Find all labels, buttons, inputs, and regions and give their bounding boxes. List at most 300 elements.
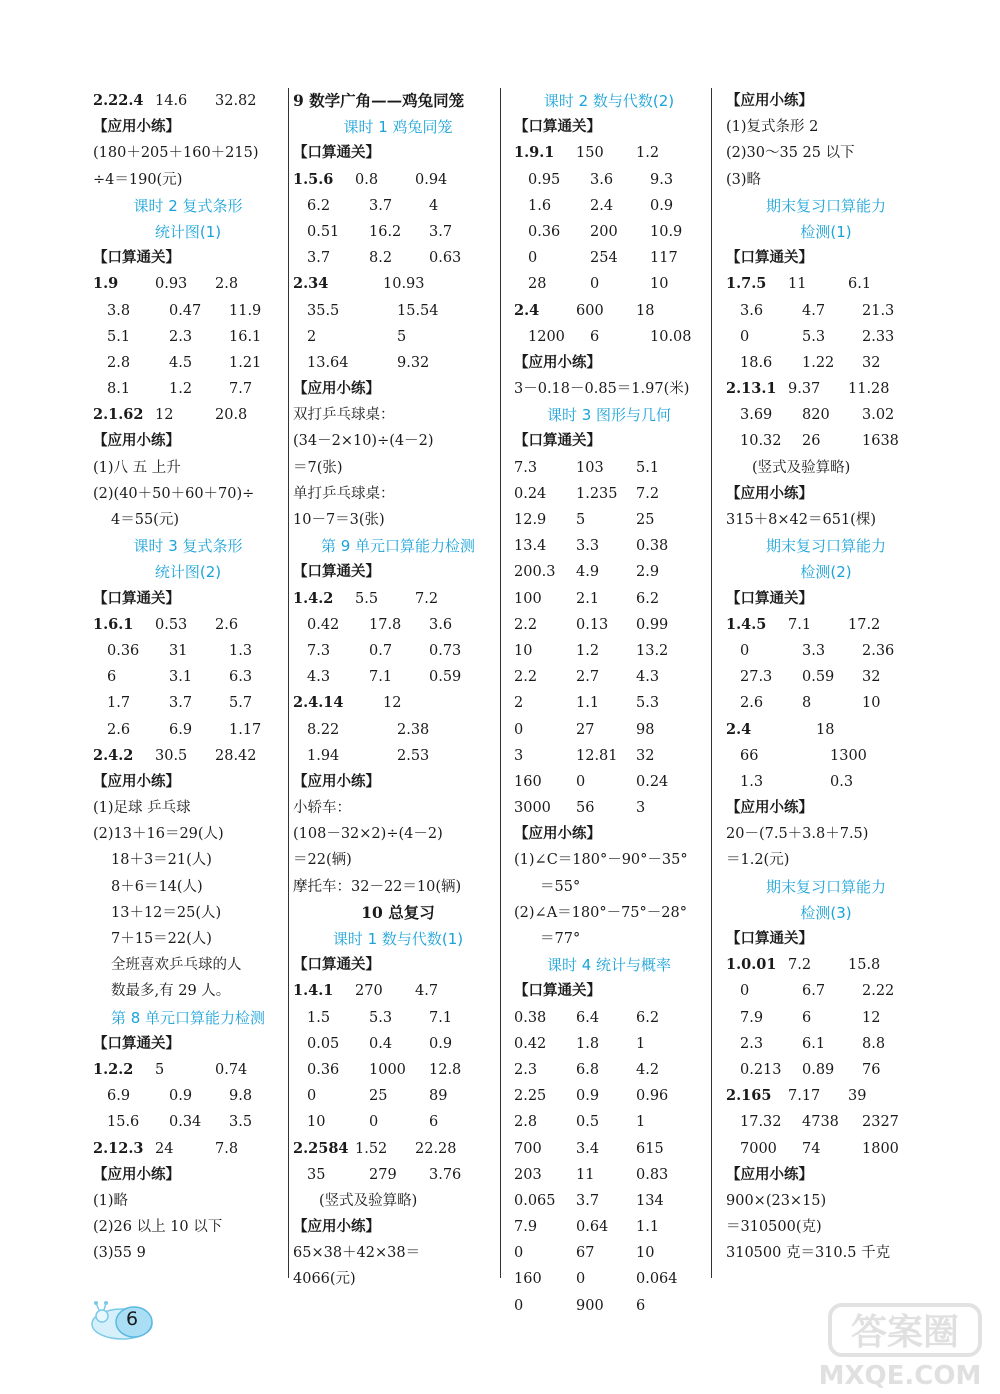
answer-value: 1.3 xyxy=(229,642,253,659)
answer-row xyxy=(514,1293,704,1319)
answer-row xyxy=(293,743,503,769)
answer-row xyxy=(293,271,503,297)
answer-value: 2.4 xyxy=(590,197,614,214)
answer-value: 12.8 xyxy=(429,1061,462,1078)
answer-value: 0.36 xyxy=(107,642,140,659)
answer-value: 6 xyxy=(636,1297,646,1314)
answer-row xyxy=(93,402,283,428)
answer-value: 2.25 xyxy=(514,1088,547,1105)
answer-row xyxy=(726,298,926,324)
subsection-label: 【口算通关】 xyxy=(726,249,813,267)
column-divider xyxy=(500,88,501,1278)
answer-value: 8.1 xyxy=(107,381,131,398)
answer-value: 18.6 xyxy=(740,354,773,371)
answer-value: 1 xyxy=(636,1035,646,1052)
answer-value: 3.7 xyxy=(169,695,193,712)
answer-value: 3.1 xyxy=(169,669,193,686)
answer-row xyxy=(726,1136,926,1162)
answer-value: 8.2 xyxy=(369,250,393,267)
answer-value: 5.3 xyxy=(369,1009,393,1026)
answer-row xyxy=(293,1162,503,1188)
answer-row xyxy=(514,795,704,821)
answer-value: 254 xyxy=(590,250,618,267)
page-number: 6 xyxy=(126,1308,139,1330)
answer-row xyxy=(514,1109,704,1135)
answer-value: 615 xyxy=(636,1140,664,1157)
answer-value: 6.1 xyxy=(848,276,872,293)
answer-row xyxy=(293,664,503,690)
answer-row xyxy=(93,690,283,716)
answer-value: 10 xyxy=(650,276,669,293)
answer-value: 12.81 xyxy=(576,747,618,764)
answer-value: 0 xyxy=(514,721,524,738)
section-heading: 课时 1 鸡兔同笼 xyxy=(343,118,453,137)
answer-value: 0.99 xyxy=(636,616,669,633)
answer-value: 0.7 xyxy=(369,642,393,659)
answer-row xyxy=(514,612,704,638)
answer-value: 0 xyxy=(307,1088,317,1105)
answer-value: 11.9 xyxy=(229,302,262,319)
answer-value: 900 xyxy=(576,1297,604,1314)
answer-value: 2.8 xyxy=(107,354,131,371)
answer-row xyxy=(514,1214,704,1240)
answer-value: 5 xyxy=(155,1061,165,1078)
answer-text: ÷4＝190(元) xyxy=(93,171,183,188)
answer-value: 1.1 xyxy=(576,695,600,712)
answer-value: 16.2 xyxy=(369,223,402,240)
answer-text: ＝310500(克) xyxy=(726,1219,822,1236)
answer-value: 1.94 xyxy=(307,747,340,764)
answer-text: 数最多,有 29 人。 xyxy=(111,983,231,1000)
answer-text: (竖式及验算略) xyxy=(319,1192,418,1209)
answer-value: 7.9 xyxy=(740,1009,764,1026)
answer-value: 9.32 xyxy=(397,354,430,371)
answer-row xyxy=(93,638,283,664)
answer-row xyxy=(514,690,704,716)
subsection-label: 【应用小练】 xyxy=(93,772,180,790)
unit-title: 10 总复习 xyxy=(361,902,435,922)
answer-value: 2.7 xyxy=(576,669,600,686)
answer-value: 0.64 xyxy=(576,1219,609,1236)
answer-text: 全班喜欢乒乓球的人 xyxy=(111,957,242,974)
answer-row xyxy=(514,481,704,507)
answer-value: 0.63 xyxy=(429,250,462,267)
answer-text: 4066(元) xyxy=(293,1271,356,1288)
answer-value: 6.2 xyxy=(636,1009,660,1026)
answer-value: 7.7 xyxy=(229,381,253,398)
answer-value: 25 xyxy=(369,1088,388,1105)
answer-value: 0.9 xyxy=(650,197,674,214)
subsection-label: 【口算通关】 xyxy=(93,589,180,607)
answer-value: 0.5 xyxy=(576,1114,600,1131)
answer-value: 0.83 xyxy=(636,1166,669,1183)
answer-value: 7000 xyxy=(740,1140,777,1157)
answer-row xyxy=(93,664,283,690)
answer-value: 35 xyxy=(307,1166,326,1183)
answer-row xyxy=(293,298,503,324)
answer-value: 11 xyxy=(788,276,807,293)
answer-value: 0.93 xyxy=(155,276,188,293)
answer-text: (180＋205＋160＋215) xyxy=(93,145,259,162)
answer-value: 0 xyxy=(740,983,750,1000)
answer-row xyxy=(726,978,926,1004)
answer-row xyxy=(726,1031,926,1057)
answer-row xyxy=(293,167,503,193)
answer-value: 5.5 xyxy=(355,590,379,607)
answer-value: 10 xyxy=(636,1245,655,1262)
answer-row xyxy=(293,245,503,271)
answer-value: 0.34 xyxy=(169,1114,202,1131)
answer-row xyxy=(514,245,704,271)
answer-value: 18 xyxy=(636,302,655,319)
answer-value: 1.0.01 xyxy=(726,956,777,974)
subsection-label: 【应用小练】 xyxy=(93,1165,180,1183)
answer-row xyxy=(514,507,704,533)
answer-value: 8.8 xyxy=(862,1035,886,1052)
answer-value: 0.05 xyxy=(307,1035,340,1052)
answer-value: 7.1 xyxy=(369,669,393,686)
answer-value: 5 xyxy=(397,328,407,345)
answer-text: 3－0.18－0.85＝1.97(米) xyxy=(514,381,690,398)
answer-value: 4.7 xyxy=(802,302,826,319)
answer-value: 0.89 xyxy=(802,1061,835,1078)
answer-value: 2.34 xyxy=(293,275,329,293)
answer-value: 4.5 xyxy=(169,354,193,371)
answer-value: 3.7 xyxy=(307,250,331,267)
answer-row xyxy=(514,559,704,585)
answer-row xyxy=(514,1266,704,1292)
subsection-label: 【口算通关】 xyxy=(726,930,813,947)
subsection-label: 【口算通关】 xyxy=(293,956,380,974)
answer-row xyxy=(93,324,283,350)
answer-value: 203 xyxy=(514,1166,542,1183)
answer-row xyxy=(293,717,503,743)
subsection-label: 【口算通关】 xyxy=(93,1034,180,1052)
answer-value: 0.94 xyxy=(415,171,448,188)
answer-value: 1.7 xyxy=(107,695,131,712)
answer-value: 0.53 xyxy=(155,616,188,633)
answer-value: 0.59 xyxy=(802,669,835,686)
answer-value: 1.1 xyxy=(636,1219,660,1236)
answer-value: 1.52 xyxy=(355,1140,388,1157)
answer-value: 0.38 xyxy=(636,538,669,555)
answer-value: 3.6 xyxy=(429,616,453,633)
answer-value: 7.8 xyxy=(215,1140,239,1157)
answer-value: 13.2 xyxy=(636,642,669,659)
answer-column-1 xyxy=(93,88,283,1266)
answer-value: 5.7 xyxy=(229,695,253,712)
answer-value: 3.3 xyxy=(576,538,600,555)
answer-row xyxy=(93,1057,283,1083)
answer-value: 1.6.1 xyxy=(93,615,134,633)
answer-row xyxy=(293,1109,503,1135)
answer-value: 0.4 xyxy=(369,1035,393,1052)
answer-text: 315＋8×42＝651(棵) xyxy=(726,512,876,528)
answer-value: 4.9 xyxy=(576,564,600,581)
answer-value: 3.76 xyxy=(429,1166,462,1183)
answer-value: 0.9 xyxy=(169,1088,193,1105)
answer-value: 20.8 xyxy=(215,407,248,424)
answer-text: (2)13＋16＝29(人) xyxy=(93,826,224,843)
answer-value: 3.69 xyxy=(740,407,773,424)
answer-row xyxy=(293,690,503,716)
answer-value: 0.51 xyxy=(307,223,340,240)
answer-value: 3.3 xyxy=(802,642,826,659)
answer-value: 6.7 xyxy=(802,983,826,1000)
answer-text: (2)30～35 25 以下 xyxy=(726,145,855,162)
answer-row xyxy=(726,1005,926,1031)
answer-row xyxy=(93,743,283,769)
answer-row xyxy=(514,140,704,166)
answer-text: (1)复式条形 2 xyxy=(726,119,819,136)
answer-column-2 xyxy=(293,88,503,1293)
answer-value: 9.8 xyxy=(229,1088,253,1105)
answer-row xyxy=(93,717,283,743)
answer-value: 10.08 xyxy=(650,328,692,345)
answer-value: 3 xyxy=(514,747,524,764)
answer-value: 5.1 xyxy=(636,459,660,476)
subsection-label: 【口算通关】 xyxy=(514,982,601,1000)
answer-row xyxy=(293,978,503,1004)
answer-row xyxy=(726,743,926,769)
answer-text: ＝7(张) xyxy=(293,459,343,476)
answer-text: (竖式及验算略) xyxy=(752,459,851,476)
answer-value: 2.53 xyxy=(397,747,430,764)
answer-row xyxy=(293,612,503,638)
answer-value: 6.9 xyxy=(169,721,193,738)
answer-text: 小轿车： xyxy=(293,800,351,817)
answer-value: 2.12.3 xyxy=(93,1139,144,1157)
answer-value: 16.1 xyxy=(229,328,262,345)
answer-value: 10.32 xyxy=(740,433,782,450)
answer-value: 0 xyxy=(576,773,586,790)
answer-value: 3.7 xyxy=(429,223,453,240)
answer-text: 900×(23×15) xyxy=(726,1192,827,1209)
answer-text: 310500 克＝310.5 千克 xyxy=(726,1245,891,1262)
answer-value: 0.064 xyxy=(636,1271,678,1288)
answer-text: (3)略 xyxy=(726,171,762,188)
subsection-label: 【口算通关】 xyxy=(726,589,813,607)
watermark-bottom: MXQE.COM xyxy=(818,1361,982,1390)
answer-row xyxy=(93,88,283,114)
answer-value: 2.2584 xyxy=(293,1139,349,1157)
answer-value: 32 xyxy=(862,354,881,371)
subsection-label: 【应用小练】 xyxy=(93,118,180,136)
subsection-label: 【口算通关】 xyxy=(93,249,180,267)
answer-value: 0 xyxy=(369,1114,379,1131)
answer-row xyxy=(293,1083,503,1109)
answer-value: 1.22 xyxy=(802,354,835,371)
answer-text: ＝22(辆) xyxy=(293,852,352,869)
subsection-label: 【应用小练】 xyxy=(93,432,180,450)
answer-value: 1.2 xyxy=(169,381,193,398)
section-heading: 课时 2 复式条形 xyxy=(133,196,243,215)
answer-value: 25 xyxy=(636,512,655,528)
answer-value: 2.6 xyxy=(107,721,131,738)
answer-value: 31 xyxy=(169,642,188,659)
answer-value: 4 xyxy=(429,197,439,214)
answer-value: 32.82 xyxy=(215,93,257,109)
answer-value: 200.3 xyxy=(514,564,556,581)
watermark-graphic xyxy=(800,1300,990,1390)
answer-value: 0.74 xyxy=(215,1061,248,1078)
answer-row xyxy=(726,952,926,978)
answer-value: 6.9 xyxy=(107,1088,131,1105)
section-heading: 第 8 单元口算能力检测 xyxy=(110,1008,266,1027)
answer-text: 8＋6＝14(人) xyxy=(111,878,203,895)
answer-value: 30.5 xyxy=(155,747,188,764)
answer-value: 1.4.5 xyxy=(726,615,767,633)
answer-row xyxy=(726,350,926,376)
answer-value: 2.36 xyxy=(862,642,895,659)
answer-value: 1.8 xyxy=(576,1035,600,1052)
answer-value: 1.7.5 xyxy=(726,275,767,293)
answer-row xyxy=(93,298,283,324)
answer-value: 2.4 xyxy=(726,720,752,738)
answer-value: 7.2 xyxy=(415,590,439,607)
answer-value: 270 xyxy=(355,983,383,1000)
answer-value: 820 xyxy=(802,407,830,424)
answer-value: 24 xyxy=(155,1140,174,1157)
answer-value: 2.33 xyxy=(862,328,895,345)
answer-value: 2.3 xyxy=(514,1061,538,1078)
answer-value: 3000 xyxy=(514,800,551,817)
answer-text: 18＋3＝21(人) xyxy=(111,852,212,869)
answer-value: 10 xyxy=(307,1114,326,1131)
answer-value: 2.4.2 xyxy=(93,746,134,764)
answer-row xyxy=(514,743,704,769)
answer-value: 3 xyxy=(636,800,646,817)
answer-row xyxy=(726,717,926,743)
answer-value: 160 xyxy=(514,773,542,790)
answer-value: 6 xyxy=(429,1114,439,1131)
subsection-label: 【应用小练】 xyxy=(514,825,601,843)
answer-row xyxy=(726,612,926,638)
answer-value: 6.2 xyxy=(307,197,331,214)
column-divider xyxy=(288,88,289,1278)
answer-value: 0.24 xyxy=(636,773,669,790)
answer-value: 2.4 xyxy=(514,301,540,319)
answer-value: 0.24 xyxy=(514,485,547,502)
answer-text: ＝77° xyxy=(540,931,581,947)
answer-value: 7.3 xyxy=(514,459,538,476)
answer-row xyxy=(726,769,926,795)
answer-text: (34－2×10)÷(4－2) xyxy=(293,433,434,450)
answer-value: 1.4.1 xyxy=(293,982,334,1000)
answer-value: 4738 xyxy=(802,1114,839,1131)
answer-value: 7.1 xyxy=(429,1009,453,1026)
answer-column-4 xyxy=(726,88,926,1266)
answer-value: 7.9 xyxy=(514,1219,538,1236)
answer-value: 3.8 xyxy=(107,302,131,319)
answer-value: 1.235 xyxy=(576,485,618,502)
answer-value: 1.6 xyxy=(528,197,552,214)
answer-value: 100 xyxy=(514,590,542,607)
answer-value: 5.3 xyxy=(636,695,660,712)
answer-row xyxy=(93,271,283,297)
answer-value: 2.2 xyxy=(514,669,538,686)
answer-row xyxy=(93,1136,283,1162)
answer-text: 20－(7.5＋3.8＋7.5) xyxy=(726,826,869,843)
answer-row xyxy=(514,1083,704,1109)
answer-value: 3.5 xyxy=(229,1114,253,1131)
answer-value: 2.165 xyxy=(726,1087,772,1105)
answer-value: 13.4 xyxy=(514,538,547,555)
answer-value: 6 xyxy=(590,328,600,345)
answer-text: (1)∠C＝180°－90°－35° xyxy=(514,852,688,869)
answer-value: 76 xyxy=(862,1061,881,1078)
answer-value: 0.47 xyxy=(169,302,202,319)
answer-value: 0.36 xyxy=(528,223,561,240)
answer-text: 摩托车：32－22＝10(辆) xyxy=(293,878,462,895)
answer-row xyxy=(514,219,704,245)
answer-row xyxy=(726,1109,926,1135)
answer-text: (2)∠A＝180°－75°－28° xyxy=(514,904,687,921)
answer-value: 0.36 xyxy=(307,1061,340,1078)
answer-value: 7.2 xyxy=(636,485,660,502)
answer-value: 7.2 xyxy=(788,957,812,974)
answer-row xyxy=(514,1136,704,1162)
answer-value: 14.6 xyxy=(155,93,188,109)
answer-value: 1.2 xyxy=(636,145,660,162)
answer-row xyxy=(514,1188,704,1214)
answer-value: 3.4 xyxy=(576,1140,600,1157)
answer-value: 3.7 xyxy=(576,1192,600,1209)
answer-row xyxy=(93,376,283,402)
answer-value: 2.1 xyxy=(576,590,600,607)
answer-row xyxy=(726,428,926,454)
answer-row xyxy=(514,1057,704,1083)
answer-value: 0 xyxy=(576,1271,586,1288)
answer-row xyxy=(93,350,283,376)
answer-value: 0.96 xyxy=(636,1088,669,1105)
answer-row xyxy=(514,193,704,219)
answer-value: 1.2 xyxy=(576,642,600,659)
answer-value: 11 xyxy=(576,1166,595,1183)
answer-row xyxy=(726,1083,926,1109)
section-heading: 检测(3) xyxy=(800,903,852,922)
answer-value: 6.2 xyxy=(636,590,660,607)
answer-value: 3.7 xyxy=(369,197,393,214)
answer-value: 279 xyxy=(369,1166,397,1183)
answer-value: 0 xyxy=(514,1245,524,1262)
section-heading: 检测(2) xyxy=(800,563,852,582)
answer-row xyxy=(514,1162,704,1188)
answer-value: 117 xyxy=(650,250,678,267)
answer-value: 2 xyxy=(307,328,317,345)
answer-value: 98 xyxy=(636,721,655,738)
answer-row xyxy=(726,376,926,402)
answer-row xyxy=(514,1240,704,1266)
answer-text: (1)八 五 上升 xyxy=(93,459,181,476)
answer-row xyxy=(514,1031,704,1057)
answer-value: 1.9.1 xyxy=(514,144,555,162)
answer-row xyxy=(726,271,926,297)
answer-text: (2)26 以上 10 以下 xyxy=(93,1219,223,1236)
answer-row xyxy=(514,717,704,743)
answer-value: 3.6 xyxy=(740,302,764,319)
subsection-label: 【应用小练】 xyxy=(293,380,380,398)
answer-text: (3)55 9 xyxy=(93,1245,146,1262)
section-heading: 课时 3 复式条形 xyxy=(133,537,243,556)
answer-value: 6.1 xyxy=(802,1035,826,1052)
answer-value: 1000 xyxy=(369,1061,406,1078)
unit-title: 9 数学广角——鸡兔同笼 xyxy=(293,91,465,110)
answer-value: 10 xyxy=(514,642,533,659)
section-heading: 期末复习口算能力 xyxy=(765,196,886,215)
answer-value: 0.9 xyxy=(576,1088,600,1105)
answer-row xyxy=(726,664,926,690)
